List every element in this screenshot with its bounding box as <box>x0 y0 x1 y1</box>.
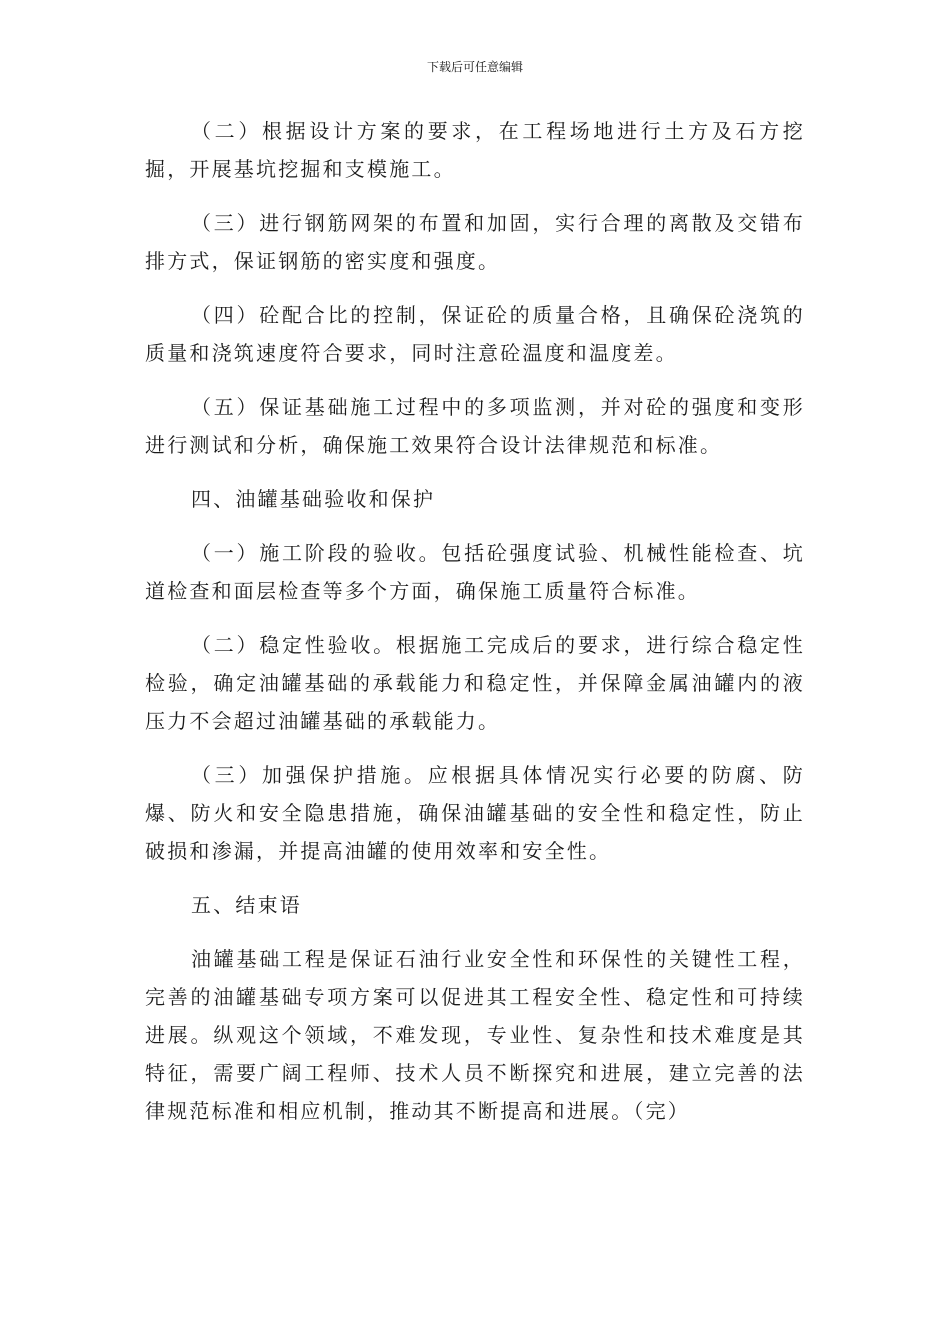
paragraph-5: （五）保证基础施工过程中的多项监测，并对砼的强度和变形进行测试和分析，确保施工效果符合设计法律规范和标准。 <box>145 395 805 457</box>
paragraph-conclusion: 油罐基础工程是保证石油行业安全性和环保性的关键性工程，完善的油罐基础专项方案可以促进其工程安全性、稳定性和可持续进展。纵观这个领域，不难发现，专业性、复杂性和技术难度是其特征，需要广阔工程师、技术人员不断探究和进展，建立完善的法律规范标准和相应机制，推动其不断提高和进展。（完） <box>145 947 805 1123</box>
paragraph-acceptance-2: （二）稳定性验收。根据施工完成后的要求，进行综合稳定性检验，确定油罐基础的承载能力和稳定性，并保障金属油罐内的液压力不会超过油罐基础的承载能力。 <box>145 633 805 733</box>
paragraph-3: （三）进行钢筋网架的布置和加固，实行合理的离散及交错布排方式，保证钢筋的密实度和强度。 <box>145 211 805 273</box>
section-heading-conclusion: 五、结束语 <box>191 893 302 917</box>
section-heading-acceptance: 四、油罐基础验收和保护 <box>191 487 436 511</box>
paragraph-acceptance-1: （一）施工阶段的验收。包括砼强度试验、机械性能检查、坑道检查和面层检查等多个方面，确保施工质量符合标准。 <box>145 541 805 603</box>
document-body <box>145 112 805 1146</box>
page-header: 下载后可任意编辑 <box>426 60 523 74</box>
paragraph-acceptance-3: （三）加强保护措施。应根据具体情况实行必要的防腐、防爆、防火和安全隐患措施，确保油罐基础的安全性和稳定性，防止破损和渗漏，并提高油罐的使用效率和安全性。 <box>145 763 805 863</box>
paragraph-2: （二）根据设计方案的要求，在工程场地进行土方及石方挖掘，开展基坑挖掘和支模施工。 <box>145 119 805 181</box>
paragraph-4: （四）砼配合比的控制，保证砼的质量合格，且确保砼浇筑的质量和浇筑速度符合要求，同时注意砼温度和温度差。 <box>145 303 805 365</box>
